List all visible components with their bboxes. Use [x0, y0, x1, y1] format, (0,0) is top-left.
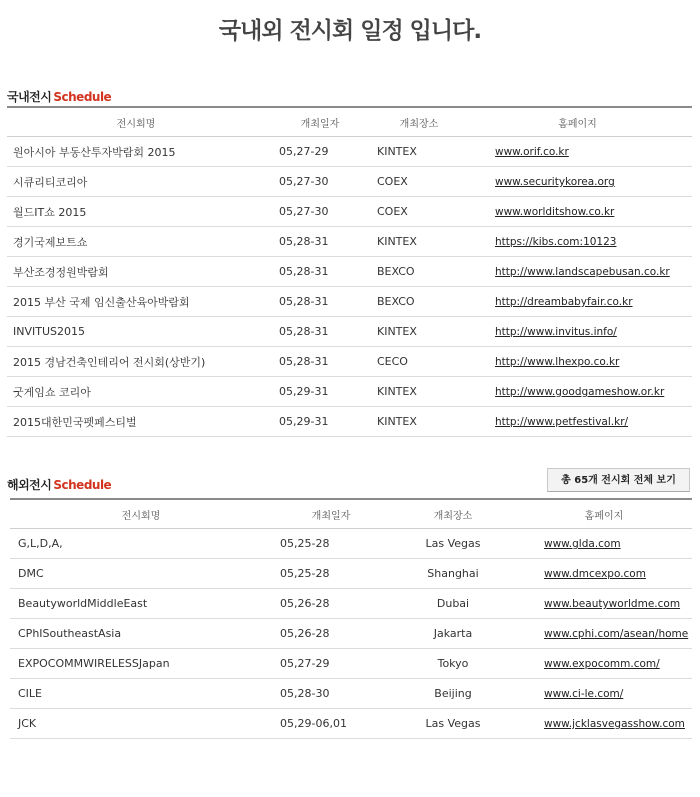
exhibition-homepage: [516, 709, 692, 739]
overseas-header-row: [10, 499, 692, 529]
exhibition-homepage: [463, 317, 692, 347]
exhibition-homepage: [463, 287, 692, 317]
homepage-link[interactable]: www.orif.co.kr: [495, 146, 569, 158]
table-row: [10, 589, 692, 619]
homepage-link[interactable]: http://www.landscapebusan.co.kr: [495, 266, 670, 278]
exhibition-homepage: [516, 619, 692, 649]
exhibition-venue: Beijing: [390, 679, 516, 709]
exhibition-name: INVITUS2015: [7, 317, 265, 347]
exhibition-date: 05,29-06,01: [272, 709, 390, 739]
exhibition-venue: COEX: [375, 197, 463, 227]
exhibition-venue: CECO: [375, 347, 463, 377]
exhibition-venue: KINTEX: [375, 227, 463, 257]
exhibition-venue: KINTEX: [375, 377, 463, 407]
table-row: [10, 619, 692, 649]
exhibition-date: 05,25-28: [272, 559, 390, 589]
exhibition-name: G,L,D,A,: [10, 529, 272, 559]
col-header-date: 개최일자: [265, 107, 375, 137]
exhibition-venue: KINTEX: [375, 317, 463, 347]
exhibition-homepage: [516, 529, 692, 559]
exhibition-name: EXPOCOMMWIRELESSJapan: [10, 649, 272, 679]
exhibition-name: 경기국제보트쇼: [7, 227, 265, 257]
exhibition-name: 2015대한민국펫페스티벌: [7, 407, 265, 437]
view-all-exhibitions-button[interactable]: 총 65개 전시회 전체 보기: [547, 468, 690, 492]
table-row: [7, 167, 692, 197]
table-row: [10, 679, 692, 709]
col-header-venue: 개최장소: [390, 499, 516, 529]
domestic-header-row: [7, 107, 692, 137]
table-row: [10, 709, 692, 739]
exhibition-date: 05,25-28: [272, 529, 390, 559]
page-title: 국내외 전시회 일정 입니다.: [218, 18, 482, 44]
exhibition-homepage: [516, 649, 692, 679]
exhibition-name: 시큐리티코리아: [7, 167, 265, 197]
exhibition-homepage: [516, 679, 692, 709]
exhibition-date: 05,28-31: [265, 257, 375, 287]
exhibition-date: 05,28-31: [265, 347, 375, 377]
col-header-name: 전시회명: [10, 499, 272, 529]
exhibition-date: 05,29-31: [265, 407, 375, 437]
overseas-schedule-table: [10, 498, 692, 739]
homepage-link[interactable]: www.glda.com: [544, 538, 621, 550]
exhibition-date: 05,28-31: [265, 317, 375, 347]
exhibition-date: 05,27-29: [265, 137, 375, 167]
table-row: [7, 227, 692, 257]
exhibition-venue: Shanghai: [390, 559, 516, 589]
exhibition-venue: Tokyo: [390, 649, 516, 679]
exhibition-date: 05,28-31: [265, 227, 375, 257]
exhibition-venue: KINTEX: [375, 407, 463, 437]
homepage-link[interactable]: www.expocomm.com/: [544, 658, 660, 670]
exhibition-name: DMC: [10, 559, 272, 589]
table-row: [10, 559, 692, 589]
homepage-link[interactable]: http://dreambabyfair.co.kr: [495, 296, 633, 308]
exhibition-name: 2015 부산 국제 임신출산육아박람회: [7, 287, 265, 317]
homepage-link[interactable]: www.dmcexpo.com: [544, 568, 646, 580]
exhibition-name: CPhISoutheastAsia: [10, 619, 272, 649]
table-row: [7, 257, 692, 287]
exhibition-date: 05,27-30: [265, 197, 375, 227]
exhibition-venue: COEX: [375, 167, 463, 197]
homepage-link[interactable]: www.beautyworldme.com: [544, 598, 681, 610]
overseas-title-text: 해외전시: [7, 478, 52, 492]
table-row: [7, 197, 692, 227]
homepage-link[interactable]: www.ci-le.com/: [544, 688, 624, 700]
homepage-link[interactable]: www.jcklasvegasshow.com: [544, 718, 685, 730]
domestic-title-accent: Schedule: [53, 90, 112, 104]
table-row: [7, 407, 692, 437]
exhibition-homepage: [463, 167, 692, 197]
homepage-link[interactable]: http://www.petfestival.kr/: [495, 416, 629, 428]
exhibition-homepage: [516, 559, 692, 589]
table-row: [7, 137, 692, 167]
overseas-title-accent: Schedule: [53, 478, 112, 492]
exhibition-homepage: [463, 197, 692, 227]
table-row: [7, 377, 692, 407]
exhibition-date: 05,27-29: [272, 649, 390, 679]
table-row: [7, 287, 692, 317]
homepage-link[interactable]: www.securitykorea.org: [495, 176, 615, 188]
exhibition-name: CILE: [10, 679, 272, 709]
col-header-date: 개최일자: [272, 499, 390, 529]
exhibition-venue: BEXCO: [375, 287, 463, 317]
exhibition-date: 05,28-30: [272, 679, 390, 709]
col-header-name: 전시회명: [7, 107, 265, 137]
table-row: [10, 649, 692, 679]
exhibition-date: 05,26-28: [272, 619, 390, 649]
exhibition-name: 부산조경정원박람회: [7, 257, 265, 287]
exhibition-name: 2015 경남건축인테리어 전시회(상반기): [7, 347, 265, 377]
exhibition-homepage: [463, 407, 692, 437]
exhibition-homepage: [463, 257, 692, 287]
exhibition-name: JCK: [10, 709, 272, 739]
exhibition-name: 원아시아 부동산투자박람회 2015: [7, 137, 265, 167]
homepage-link[interactable]: www.cphi.com/asean/home: [544, 628, 689, 640]
exhibition-venue: KINTEX: [375, 137, 463, 167]
col-header-homepage: 홈페이지: [463, 107, 692, 137]
exhibition-homepage: [463, 227, 692, 257]
domestic-schedule-table: [7, 106, 692, 437]
exhibition-homepage: [463, 377, 692, 407]
exhibition-name: BeautyworldMiddleEast: [10, 589, 272, 619]
col-header-venue: 개최장소: [375, 107, 463, 137]
exhibition-name: 월드IT쇼 2015: [7, 197, 265, 227]
homepage-link[interactable]: www.worlditshow.co.kr: [495, 206, 615, 218]
exhibition-homepage: [516, 589, 692, 619]
table-row: [10, 529, 692, 559]
col-header-homepage: 홈페이지: [516, 499, 692, 529]
exhibition-venue: Jakarta: [390, 619, 516, 649]
homepage-link[interactable]: http://www.invitus.info/: [495, 326, 617, 338]
exhibition-date: 05,27-30: [265, 167, 375, 197]
overseas-section-title: [7, 476, 111, 493]
homepage-link[interactable]: http://www.goodgameshow.or.kr: [495, 386, 665, 398]
exhibition-venue: Las Vegas: [390, 529, 516, 559]
table-row: [7, 347, 692, 377]
exhibition-venue: BEXCO: [375, 257, 463, 287]
exhibition-date: 05,29-31: [265, 377, 375, 407]
domestic-title-text: 국내전시: [7, 90, 52, 104]
homepage-link[interactable]: http://www.lhexpo.co.kr: [495, 356, 620, 368]
exhibition-homepage: [463, 137, 692, 167]
table-row: [7, 317, 692, 347]
domestic-section-title: [7, 88, 111, 105]
homepage-link[interactable]: https://kibs.com:10123: [495, 236, 617, 248]
exhibition-date: 05,26-28: [272, 589, 390, 619]
exhibition-name: 굿게임쇼 코리아: [7, 377, 265, 407]
exhibition-homepage: [463, 347, 692, 377]
exhibition-venue: Dubai: [390, 589, 516, 619]
exhibition-venue: Las Vegas: [390, 709, 516, 739]
exhibition-date: 05,28-31: [265, 287, 375, 317]
